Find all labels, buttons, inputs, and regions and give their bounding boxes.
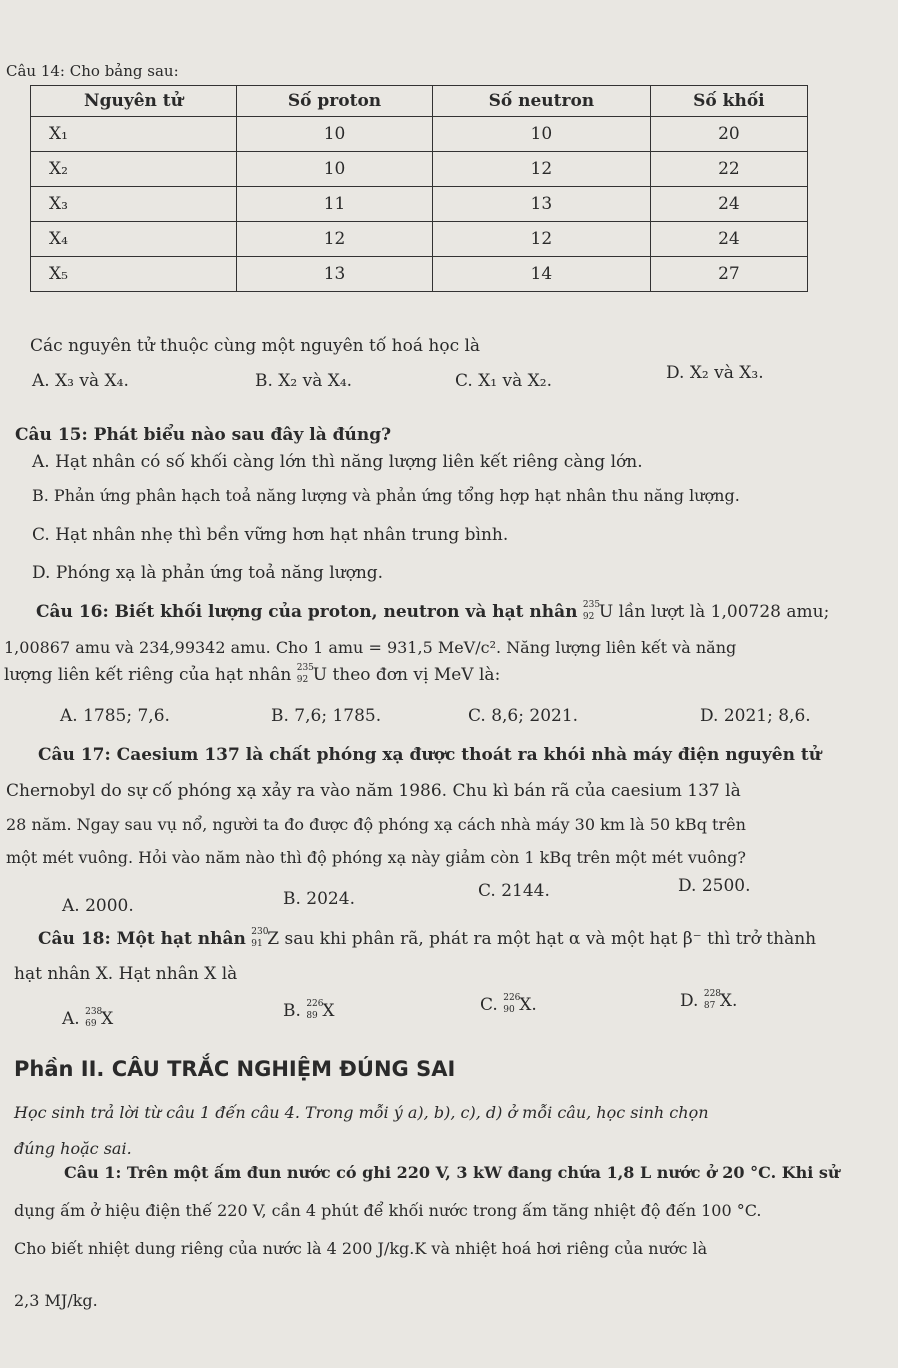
q14-option-b: B. X₂ và X₄. <box>255 371 353 391</box>
q17-option-b: B. 2024. <box>283 889 355 909</box>
q15-stem: Câu 15: Phát biểu nào sau đây là đúng? <box>15 425 392 445</box>
table-cell: 24 <box>650 222 807 257</box>
q16-line3-end: U theo đơn vị MeV là: <box>312 665 501 685</box>
q18-line2: hạt nhân X. Hạt nhân X là <box>14 964 238 984</box>
part2-q1-line4: 2,3 MJ/kg. <box>14 1291 98 1310</box>
table-cell: 10 <box>432 117 650 152</box>
q17-line4: một mét vuông. Hỏi vào năm nào thì độ phóng xạ này giảm còn 1 kBq trên một mét vuông? <box>6 848 746 867</box>
q18-stem-start: Câu 18: Một hạt nhân <box>38 929 246 949</box>
q15-option-d: D. Phóng xạ là phản ứng toả năng lượng. <box>32 563 384 583</box>
q17-line2: Chernobyl do sự cố phóng xạ xảy ra vào năm 1986. Chu kì bán rã của caesium 137 là <box>6 781 741 801</box>
q18-line1 <box>38 928 816 950</box>
q16-line1 <box>36 601 829 623</box>
table-cell: X₄ <box>31 222 237 257</box>
table-cell: X₁ <box>31 117 237 152</box>
q14-option-d: D. X₂ và X₃. <box>666 363 764 383</box>
q16-option-b: B. 7,6; 1785. <box>271 706 382 726</box>
table-cell: X₅ <box>31 257 237 292</box>
q16-option-d: D. 2021; 8,6. <box>700 706 811 726</box>
part2-q1-line2: dụng ấm ở hiệu điện thế 220 V, cần 4 phút để khối nước trong ấm tăng nhiệt độ đến 100 °C. <box>14 1201 762 1220</box>
q16-line3 <box>4 664 500 686</box>
uranium-nuclide: 235 92 <box>582 599 601 622</box>
table-header-row <box>31 86 808 117</box>
table-row <box>31 222 808 257</box>
option-nuclide: 226 90 <box>503 992 521 1015</box>
table-cell: X₂ <box>31 152 237 187</box>
table-cell: 27 <box>650 257 807 292</box>
table-cell: 22 <box>650 152 807 187</box>
q18-option-b: B. 226 89 X <box>283 998 335 1021</box>
q17-option-a: A. 2000. <box>62 896 134 916</box>
table-cell: 12 <box>432 152 650 187</box>
header-cell: Số proton <box>237 86 433 117</box>
uranium-nuclide: 235 92 <box>296 662 314 685</box>
q18-option-a: A. 238 69 X <box>62 1006 114 1029</box>
q17-option-d: D. 2500. <box>678 876 751 896</box>
table-cell: 12 <box>432 222 650 257</box>
table-row <box>31 152 808 187</box>
q18-stem-end: Z sau khi phân rã, phát ra một hạt α và một hạt β⁻ thì trở thành <box>267 929 817 949</box>
table-row <box>31 257 808 292</box>
q18-option-d: D. 228 87 X. <box>680 988 738 1011</box>
option-nuclide: 228 87 <box>703 988 722 1011</box>
header-cell: Số neutron <box>432 86 650 117</box>
option-nuclide: 226 89 <box>306 998 324 1021</box>
atom-table <box>30 85 808 292</box>
part2-instructions-line1: Học sinh trả lời từ câu 1 đến câu 4. Trong mỗi ý a), b), c), d) ở mỗi câu, học sinh chọn <box>14 1103 709 1122</box>
table-cell: 13 <box>432 187 650 222</box>
table-cell: 11 <box>237 187 433 222</box>
part2-instructions-line2: đúng hoặc sai. <box>14 1139 132 1158</box>
q15-option-b: B. Phản ứng phân hạch toả năng lượng và phản ứng tổng hợp hạt nhân thu năng lượng. <box>32 486 740 505</box>
table-cell: 24 <box>650 187 807 222</box>
q16-option-a: A. 1785; 7,6. <box>60 706 170 726</box>
table-row <box>31 187 808 222</box>
table-cell: 10 <box>237 117 433 152</box>
q14-title: Câu 14: Cho bảng sau: <box>6 62 179 80</box>
table-cell: X₃ <box>31 187 237 222</box>
table-cell: 20 <box>650 117 807 152</box>
table-cell: 13 <box>237 257 433 292</box>
q18-option-c: C. 226 90 X. <box>480 992 537 1015</box>
table-cell: 12 <box>237 222 433 257</box>
part2-q1-line1: Câu 1: Trên một ấm đun nước có ghi 220 V, 3 kW đang chứa 1,8 L nước ở 20 °C. Khi sử <box>64 1163 840 1182</box>
q14-option-a: A. X₃ và X₄. <box>32 371 129 391</box>
header-cell: Nguyên tử <box>31 86 237 117</box>
header-cell: Số khối <box>650 86 807 117</box>
part2-q1-line3: Cho biết nhiệt dung riêng của nước là 4 200 J/kg.K và nhiệt hoá hơi riêng của nước là <box>14 1239 708 1258</box>
q14-stem: Các nguyên tử thuộc cùng một nguyên tố hoá học là <box>30 336 481 356</box>
part2-title: Phần II. CÂU TRẮC NGHIỆM ĐÚNG SAI <box>14 1057 456 1081</box>
q16-option-c: C. 8,6; 2021. <box>468 706 579 726</box>
table-cell: 10 <box>237 152 433 187</box>
option-nuclide: 238 69 <box>85 1006 103 1029</box>
q17-option-c: C. 2144. <box>478 881 550 901</box>
q16-line2: 1,00867 amu và 234,99342 amu. Cho 1 amu = 931,5 MeV/c². Năng lượng liên kết và năng <box>4 638 737 657</box>
q16-line3-start: lượng liên kết riêng của hạt nhân <box>4 665 292 685</box>
q14-option-c: C. X₁ và X₂. <box>455 371 552 391</box>
q15-option-c: C. Hạt nhân nhẹ thì bền vững hơn hạt nhân trung bình. <box>32 525 509 545</box>
q16-stem-end: U lần lượt là 1,00728 amu; <box>598 602 830 622</box>
q17-line1: Câu 17: Caesium 137 là chất phóng xạ được thoát ra khói nhà máy điện nguyên tử <box>38 745 822 765</box>
q15-option-a: A. Hạt nhân có số khối càng lớn thì năng lượng liên kết riêng càng lớn. <box>32 452 643 472</box>
table-cell: 14 <box>432 257 650 292</box>
q16-stem-start: Câu 16: Biết khối lượng của proton, neutron và hạt nhân <box>36 602 578 622</box>
table-row <box>31 117 808 152</box>
q17-line3: 28 năm. Ngay sau vụ nổ, người ta đo được độ phóng xạ cách nhà máy 30 km là 50 kBq trên <box>6 815 746 834</box>
parent-nuclide: 230 91 <box>251 926 269 949</box>
